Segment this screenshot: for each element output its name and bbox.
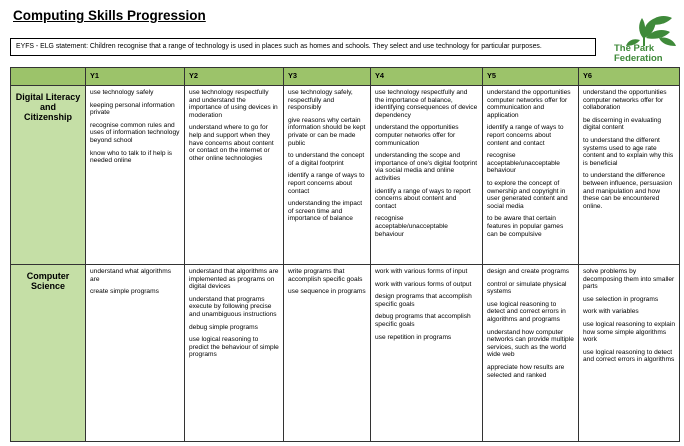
skill-item: use technology respectfully and the importance of balance, identifying consequences of device dependency: [375, 89, 478, 119]
skill-item: use selection in programs: [583, 295, 659, 303]
table-cell: [86, 265, 185, 442]
table-cell: [185, 265, 284, 442]
skill-item: design programs that accomplish specific goals: [375, 293, 472, 308]
skill-item: understand that algorithms are implemented as programs on digital devices: [189, 268, 279, 291]
skill-item: debug programs that accomplish specific goals: [375, 313, 471, 328]
table-cell: [579, 86, 680, 265]
skill-item: use logical reasoning to predict the behaviour of simple programs: [189, 336, 279, 359]
table-row: [11, 265, 680, 442]
skill-item: understanding the impact of screen time and importance of balance: [288, 200, 363, 223]
table-cell: [284, 265, 371, 442]
skill-item: appreciate how results are selected and ranked: [487, 363, 565, 379]
table-cell: [371, 265, 483, 442]
skill-item: work with various forms of input: [375, 268, 468, 275]
skill-item: use technology safely: [90, 89, 154, 96]
skill-item: design and create programs: [487, 268, 570, 275]
skill-item: solve problems by decomposing them into smaller parts: [583, 268, 675, 291]
table-cell: [86, 86, 185, 265]
eyfs-statement: EYFS - ELG statement: Children recognise that a range of technology is used in places such as homes and schools. They select and use technology for particular purposes.: [10, 38, 596, 56]
logo-line-2: Federation: [614, 53, 663, 64]
column-header: [11, 68, 86, 86]
skill-item: use logical reasoning to detect and correct errors in algorithms: [583, 348, 675, 364]
skill-item: understand the opportunities computer networks offer for communication: [375, 124, 459, 147]
skill-item: use logical reasoning to detect and correct errors in algorithms and programs: [487, 300, 566, 323]
skill-item: to understand the concept of a digital footprint: [288, 152, 365, 167]
row-heading: Computer Science: [11, 265, 86, 442]
skill-item: understand what algorithms are: [90, 268, 172, 283]
skill-item: work with various forms of output: [375, 280, 472, 288]
column-header-y1: Y1: [86, 68, 185, 86]
table-cell: [284, 86, 371, 265]
skill-item: use repetition in programs: [375, 333, 452, 341]
skill-item: identify a range of ways to report concerns about contact: [288, 172, 365, 195]
header-row: [11, 68, 680, 86]
skill-item: recognise acceptable/unacceptable behaviour: [487, 152, 560, 175]
skill-item: use sequence in programs: [288, 288, 366, 296]
logo-line-1: The Park: [614, 43, 655, 54]
skill-item: understanding the scope and importance of one's digital footprint via social media and online activities: [375, 152, 478, 182]
column-header-y5: Y5: [483, 68, 579, 86]
progression-table: [10, 67, 680, 442]
skill-item: be discerning in evaluating digital content: [583, 116, 662, 132]
table-row: [11, 86, 680, 265]
skill-item: recognise common rules and uses of information technology beyond school: [90, 121, 180, 144]
column-header-y4: Y4: [371, 68, 483, 86]
skill-item: identify a range of ways to report concerns about content and contact: [487, 124, 564, 147]
skill-item: create simple programs: [90, 288, 159, 296]
table-cell: [579, 265, 680, 442]
row-heading: Digital Literacy and Citizenship: [11, 86, 86, 265]
skill-item: to explore the concept of ownership and copyright in user generated content and social media: [487, 179, 568, 210]
skill-item: understand how computer networks can provide multiple services, such as the world wide web: [487, 328, 574, 359]
skill-item: to understand the different systems used to age rate content and to explain why this is beneficial: [583, 136, 674, 167]
skill-item: identify a range of ways to report concerns about content and contact: [375, 187, 471, 210]
page-title: Computing Skills Progression: [13, 8, 206, 23]
skill-item: debug simple programs: [189, 323, 258, 331]
column-header-y6: Y6: [579, 68, 680, 86]
skill-item: to understand the difference between influence, persuasion and manipulation and how these can be encountered online.: [583, 172, 673, 210]
skill-item: use technology respectfully and understand the importance of using devices in moderation: [189, 89, 278, 119]
column-header-y2: Y2: [185, 68, 284, 86]
skill-item: write programs that accomplish specific goals: [288, 268, 363, 283]
table-cell: [371, 86, 483, 265]
column-header-y3: Y3: [284, 68, 371, 86]
skill-item: recognise acceptable/unacceptable behaviour: [375, 215, 448, 238]
logo-text: [614, 44, 684, 64]
skill-item: know who to talk to if help is needed online: [90, 149, 173, 165]
skill-item: understand the opportunities computer networks offer for collaboration: [583, 89, 667, 112]
skill-item: work with variables: [583, 308, 639, 316]
skill-item: control or simulate physical systems: [487, 280, 567, 296]
skill-item: keeping personal information private: [90, 101, 175, 117]
skill-item: understand where to go for help and support when they have concerns about content or contact on the internet or other online technologies: [189, 124, 274, 162]
skill-item: to be aware that certain features in popular games can be compulsive: [487, 215, 564, 238]
table-cell: [483, 265, 579, 442]
table-cell: [185, 86, 284, 265]
skill-item: give reasons why certain information should be kept private or can be made public: [288, 116, 366, 147]
skill-item: use technology safely, respectfully and responsibly: [288, 89, 353, 112]
table-cell: [483, 86, 579, 265]
skill-item: understand that programs execute by following precise and unambiguous instructions: [189, 295, 277, 318]
skill-item: understand the opportunities computer networks offer for communication and application: [487, 89, 571, 119]
skill-item: use logical reasoning to explain how some simple algorithms work: [583, 320, 676, 344]
